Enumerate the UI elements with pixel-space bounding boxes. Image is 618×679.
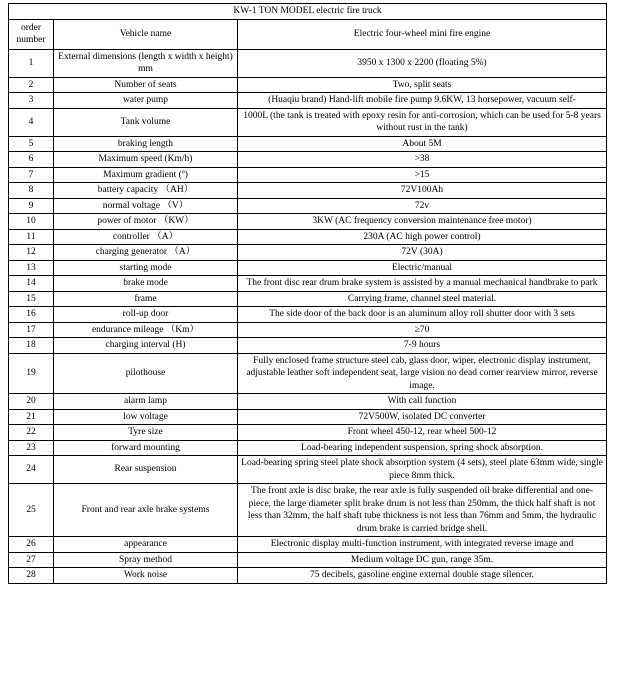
table-row [9,456,607,484]
table-row [9,353,607,394]
order-number-cell: 3 [9,93,54,109]
table-row [9,484,607,537]
table-row [9,338,607,354]
table-row [9,183,607,199]
spec-value-cell: With call function [238,394,607,410]
order-number-cell: 16 [9,307,54,323]
vehicle-name-cell: battery capacity （AH） [54,183,238,199]
table-row [9,108,607,136]
spec-value-cell: 72V500W, isolated DC converter [238,409,607,425]
spec-value-cell: Load-bearing spring steel plate shock absorption system (4 sets), steel plate 63mm wide, single piece 8mm thick. [238,456,607,484]
vehicle-name-cell: Rear suspension [54,456,238,484]
order-number-cell: 22 [9,425,54,441]
vehicle-name-cell: controller （A） [54,229,238,245]
spec-value-cell: 3950 x 1300 x 2200 (floating 5%) [238,49,607,77]
order-number-cell: 26 [9,537,54,553]
order-number-cell: 18 [9,338,54,354]
table-title: KW-1 TON MODEL electric fire truck [9,4,607,20]
spec-value-cell: 72v [238,198,607,214]
vehicle-name-cell: Tyre size [54,425,238,441]
vehicle-name-cell: Maximum speed (Km/h) [54,152,238,168]
spec-value-cell: Front wheel 450-12, rear wheel 500-12 [238,425,607,441]
order-number-cell: 11 [9,229,54,245]
table-row [9,568,607,584]
spec-value-cell: Fully enclosed frame structure steel cab, glass door, wiper, electronic display instrument, adjustable leather soft independent seat, large vision no dead corner rearview mirror, reverse image. [238,353,607,394]
spec-value-cell: Electric/manual [238,260,607,276]
table-row [9,49,607,77]
order-number-cell: 1 [9,49,54,77]
table-row [9,307,607,323]
vehicle-name-cell: forward mounting [54,440,238,456]
order-number-cell: 12 [9,245,54,261]
spec-value-cell: Carrying frame, channel steel material. [238,291,607,307]
spec-value-cell: ≥70 [238,322,607,338]
order-number-cell: 7 [9,167,54,183]
header-engine-type: Electric four-wheel mini fire engine [238,19,607,49]
table-row [9,276,607,292]
spec-table-body [9,4,607,584]
order-number-cell: 23 [9,440,54,456]
table-row [9,291,607,307]
vehicle-name-cell: power of motor （KW） [54,214,238,230]
table-row [9,394,607,410]
table-row [9,552,607,568]
table-row [9,198,607,214]
vehicle-name-cell: frame [54,291,238,307]
spec-value-cell: (Huaqiu brand) Hand-lift mobile fire pump 9.6KW, 13 horsepower, vacuum self- [238,93,607,109]
order-number-cell: 27 [9,552,54,568]
header-vehicle-name: Vehicle name [54,19,238,49]
table-row [9,136,607,152]
table-row [9,245,607,261]
spec-value-cell: 72V100Ah [238,183,607,199]
vehicle-name-cell: Spray method [54,552,238,568]
vehicle-name-cell: pilothouse [54,353,238,394]
spec-value-cell: 72V (30A) [238,245,607,261]
table-row [9,152,607,168]
spec-value-cell: 75 decibels, gasoline engine external double stage silencer. [238,568,607,584]
vehicle-name-cell: Tank volume [54,108,238,136]
order-number-cell: 24 [9,456,54,484]
spec-value-cell: The front disc rear drum brake system is assisted by a manual mechanical handbrake to park [238,276,607,292]
vehicle-name-cell: endurance mileage （Km） [54,322,238,338]
table-row [9,440,607,456]
vehicle-name-cell: Number of seats [54,77,238,93]
order-number-cell: 21 [9,409,54,425]
table-row [9,167,607,183]
table-row [9,229,607,245]
spec-value-cell: About 5M [238,136,607,152]
table-row [9,77,607,93]
order-number-cell: 25 [9,484,54,537]
vehicle-name-cell: charging generator （A） [54,245,238,261]
spec-value-cell: >38 [238,152,607,168]
table-row [9,537,607,553]
order-number-cell: 8 [9,183,54,199]
order-number-cell: 15 [9,291,54,307]
spec-value-cell: 7-9 hours [238,338,607,354]
vehicle-name-cell: water pump [54,93,238,109]
vehicle-name-cell: roll-up door [54,307,238,323]
vehicle-name-cell: normal voltage （V） [54,198,238,214]
order-number-cell: 9 [9,198,54,214]
spec-value-cell: The side door of the back door is an aluminum alloy roll shutter door with 3 sets [238,307,607,323]
order-number-cell: 5 [9,136,54,152]
spec-value-cell: The front axle is disc brake, the rear axle is fully suspended oil brake differential and one-piece, the large diameter split brake drum is not less than 250mm, the thick half shaft is not less than 32mm, the half shaft tube thickness is not less than 76mm and 5mm, the hydraulic drum brake is carried bridge shell. [238,484,607,537]
order-number-cell: 10 [9,214,54,230]
order-number-cell: 28 [9,568,54,584]
order-number-cell: 6 [9,152,54,168]
spec-value-cell: Medium voltage DC gun, range 35m. [238,552,607,568]
vehicle-name-cell: low voltage [54,409,238,425]
vehicle-name-cell: appearance [54,537,238,553]
spec-value-cell: Load-bearing independent suspension, spring shock absorption. [238,440,607,456]
header-row [9,19,607,49]
order-number-cell: 20 [9,394,54,410]
vehicle-name-cell: Work noise [54,568,238,584]
table-row [9,93,607,109]
spec-value-cell: Electronic display multi-function instrument, with integrated reverse image and [238,537,607,553]
vehicle-name-cell: charging interval (H) [54,338,238,354]
order-number-cell: 13 [9,260,54,276]
table-row [9,425,607,441]
table-row [9,214,607,230]
table-row [9,409,607,425]
spec-value-cell: Two, split seats [238,77,607,93]
spec-table [8,3,607,584]
table-row [9,260,607,276]
title-row [9,4,607,20]
order-number-cell: 17 [9,322,54,338]
vehicle-name-cell: braking length [54,136,238,152]
vehicle-name-cell: External dimensions (length x width x height) mm [54,49,238,77]
order-number-cell: 19 [9,353,54,394]
spec-value-cell: 3KW (AC frequency conversion maintenance free motor) [238,214,607,230]
table-row [9,322,607,338]
order-number-cell: 4 [9,108,54,136]
vehicle-name-cell: starting mode [54,260,238,276]
spec-value-cell: 230A (AC high power control) [238,229,607,245]
spec-value-cell: >15 [238,167,607,183]
vehicle-name-cell: Maximum gradient (º) [54,167,238,183]
header-order-number: order number [9,19,54,49]
order-number-cell: 14 [9,276,54,292]
vehicle-name-cell: alarm lamp [54,394,238,410]
spec-value-cell: 1000L (the tank is treated with epoxy resin for anti-corrosion, which can be used for 5-8 years without rust in the tank) [238,108,607,136]
order-number-cell: 2 [9,77,54,93]
vehicle-name-cell: Front and rear axle brake systems [54,484,238,537]
vehicle-name-cell: brake mode [54,276,238,292]
